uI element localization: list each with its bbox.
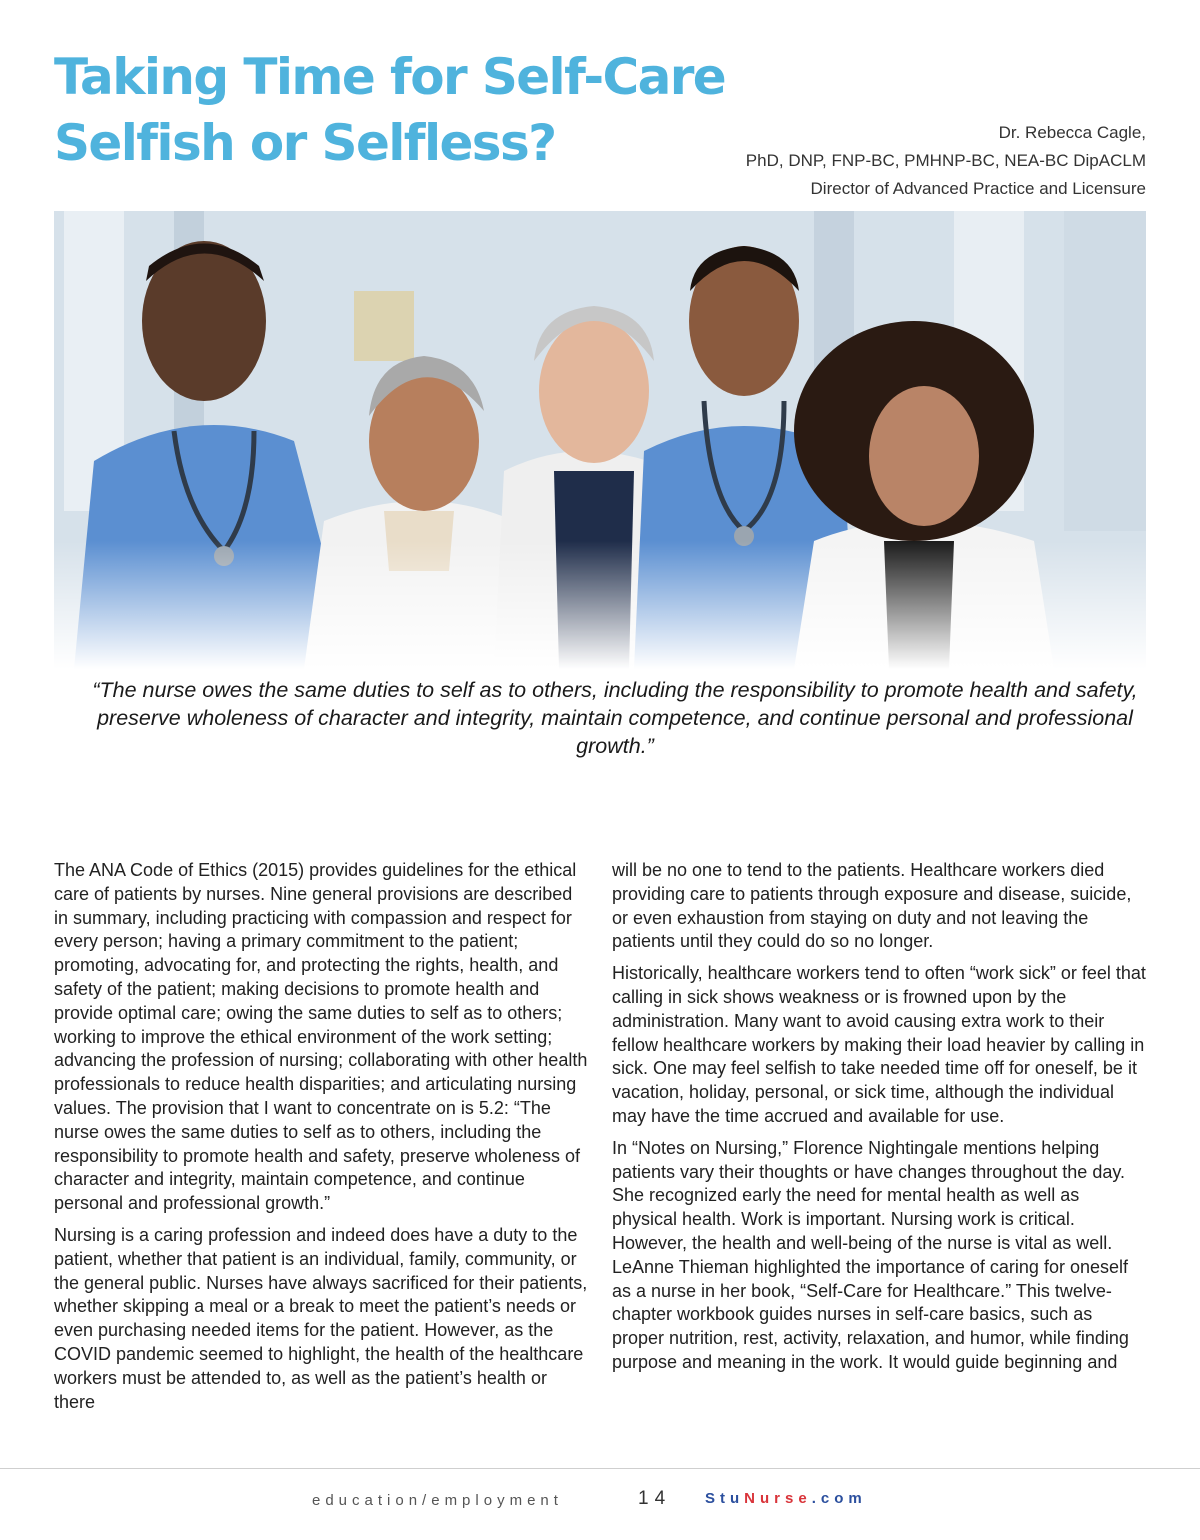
body-column-right: [612, 859, 1148, 1383]
brand-part-com: .com: [811, 1490, 867, 1507]
footer-divider: [0, 1468, 1200, 1469]
author-credentials: PhD, DNP, FNP-BC, PMHNP-BC, NEA-BC DipACLM: [745, 151, 1146, 170]
article-title: [54, 44, 725, 176]
brand-part-nurse: Nurse: [744, 1490, 812, 1507]
body-paragraph: In “Notes on Nursing,” Florence Nightingale mentions helping patients vary their thoughts or have changes throughout the day. She recognized early the need for mental health as well as physical health. Work is important. Nursing work is critical. However, the health and well-being of the nurse is vital as well. LeAnne Thieman highlighted the importance of caring for oneself as a nurse in her book, “Self-Care for Healthcare.” This twelve-chapter workbook guides nurses in self-care basics, such as proper nutrition, rest, activity, relaxation, and humor, while finding purpose and meaning in the work. It would guide beginning and: [612, 1137, 1129, 1372]
author-byline: [746, 119, 1146, 203]
brand-part-stu: Stu: [705, 1490, 745, 1507]
footer-section-label: education/employment: [312, 1492, 563, 1509]
title-line-2: Selfish or Selfless?: [54, 114, 556, 172]
page-number: 14: [638, 1488, 672, 1509]
healthcare-team-photo: [54, 211, 1146, 669]
pull-quote: “The nurse owes the same duties to self as to others, including the responsibility to promote health and safety, preserve wholeness of character and integrity, maintain competence, and continue personal and professional growth.”: [92, 678, 1138, 758]
body-paragraph: Historically, healthcare workers tend to often “work sick” or feel that calling in sick shows weakness or is frowned upon by the administration. Many want to avoid causing extra work to their fellow healthcare workers by making their load heavier by calling in sick. One may feel selfish to take needed time off for oneself, be it vacation, holiday, personal, or sick time, although the individual may have the time accrued and available for use.: [612, 963, 1146, 1126]
brand-link[interactable]: [705, 1490, 867, 1507]
author-name: Dr. Rebecca Cagle,: [998, 123, 1146, 142]
author-role: Director of Advanced Practice and Licensure: [810, 179, 1146, 198]
title-line-1: Taking Time for Self-Care: [54, 48, 726, 106]
body-paragraph: The ANA Code of Ethics (2015) provides guidelines for the ethical care of patients by nurses. Nine general provisions are described in summary, including practicing with compassion and respect for every person; having a primary commitment to the patient; promoting, advocating for, and protecting the rights, health, and safety of the patient; making decisions to promote health and provide optimal care; owing the same duties to self as to others; working to improve the ethical environment of the work setting; advancing the profession of nursing; collaborating with other health professionals to reduce health disparities; and articulating nursing values. The provision that I want to concentrate on is 5.2: “The nurse owes the same duties to self as to others, including the responsibility to promote health and safety, preserve wholeness of character and integrity, maintain competence, and continue personal and professional growth.”: [54, 860, 588, 1214]
body-column-left: [54, 859, 590, 1422]
body-paragraph: will be no one to tend to the patients. Healthcare workers died providing care to patients through exposure and disease, suicide, or even exhaustion from staying on duty and not leaving the patients until they could do so no longer.: [612, 860, 1132, 952]
page-footer: [0, 1490, 1200, 1514]
body-paragraph: Nursing is a caring profession and indeed does have a duty to the patient, whether that patient is an individual, family, community, or the general public. Nurses have always sacrificed for their patients, whether skipping a meal or a break to meet the patient’s needs or even purchasing needed items for the patient. However, as the COVID pandemic seemed to highlight, the health of the healthcare workers must be attended to, as well as the patient’s health or there: [54, 1224, 588, 1412]
group-photo-illustration: [54, 211, 1146, 669]
